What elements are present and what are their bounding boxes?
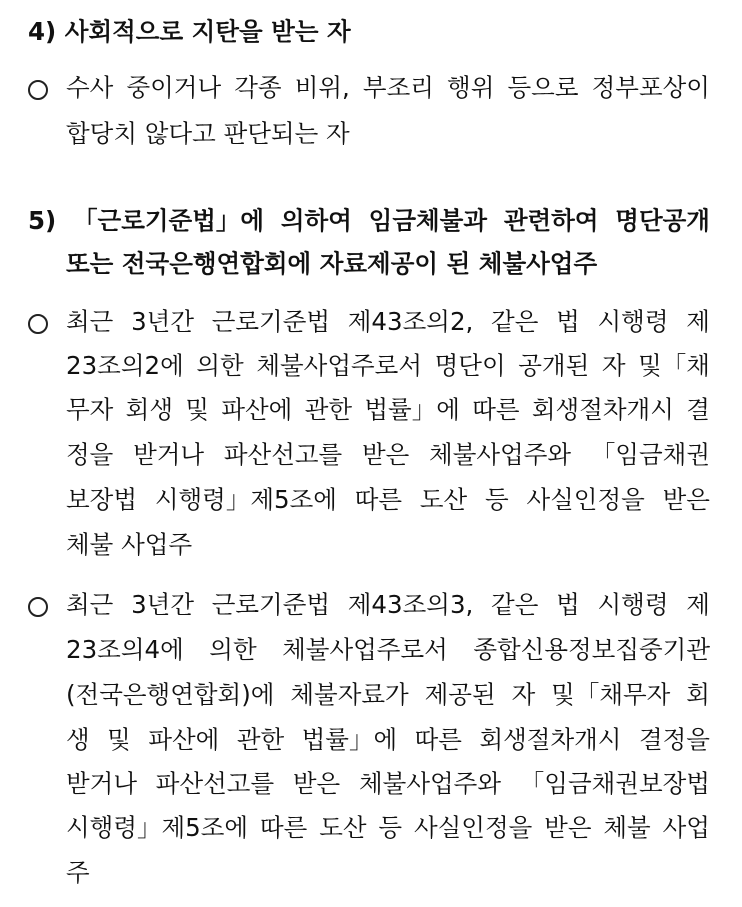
section-5-item-2-line-2	[66, 625, 710, 675]
word: 23조의4에	[66, 635, 184, 664]
word: 시행령	[597, 590, 669, 619]
word: 결정을	[638, 725, 710, 754]
word: 5)	[28, 206, 57, 235]
word: 관한	[236, 725, 285, 754]
word: 보장법	[66, 485, 138, 514]
word: 법률」에	[301, 725, 398, 754]
word: 제	[686, 590, 710, 619]
word: 및「채무자	[551, 680, 671, 709]
word: 제	[686, 307, 710, 336]
word: 파산선고를	[223, 440, 343, 469]
word: 법률」에	[364, 395, 460, 424]
word: 각종	[234, 73, 282, 102]
word: 및	[185, 395, 210, 424]
section-5-item-2-line-6	[66, 803, 710, 853]
word: 최근	[66, 590, 114, 619]
word: 등으로	[507, 73, 579, 102]
word: 등	[378, 813, 403, 842]
word: 등	[484, 485, 509, 514]
section-5-item-1-line-3	[66, 385, 710, 435]
word: 체불사업주와	[359, 769, 502, 798]
word: 부조리	[362, 73, 434, 102]
word: 「임금채권	[590, 440, 710, 469]
word: 제43조의3,	[347, 590, 474, 619]
word: 근로기준법	[211, 590, 331, 619]
word: 제공된	[424, 680, 496, 709]
section-5-item-1-line-6: 체불 사업주	[66, 530, 193, 559]
word: 생	[66, 725, 90, 754]
word: 임금체불과	[368, 206, 488, 235]
word: 받은	[662, 485, 710, 514]
word: 파산에	[148, 725, 220, 754]
section-4-item-line-2: 합당치 않다고 판단되는 자	[66, 119, 350, 148]
word: 제43조의2,	[347, 307, 474, 336]
word: 회생	[125, 395, 174, 424]
word: 비위,	[294, 73, 350, 102]
item-circle-marker	[28, 314, 48, 334]
word: 시행령」제5조에	[66, 813, 249, 842]
word: 따른	[354, 485, 403, 514]
section-5-heading-line-2: 또는 전국은행연합회에 자료제공이 된 체불사업주	[66, 249, 598, 278]
word: 따른	[472, 395, 520, 424]
word: 자	[511, 680, 536, 709]
word: 「근로기준법」에	[73, 206, 265, 235]
word: 같은	[491, 590, 539, 619]
word: 중이거나	[126, 73, 222, 102]
word: 의한	[209, 635, 257, 664]
word: 회	[686, 680, 710, 709]
word: 명단공개	[615, 206, 710, 235]
word: 받거나	[66, 769, 138, 798]
section-5-item-2-line-4	[66, 715, 710, 765]
word: 파산에	[221, 395, 293, 424]
word: 및	[107, 725, 131, 754]
section-5-item-2-line-7: 주	[66, 858, 90, 887]
word: 도산	[419, 485, 468, 514]
word: 체불자료가	[290, 680, 409, 709]
section-5-item-1-line-2	[66, 341, 710, 391]
word: 명단이	[434, 351, 506, 380]
word: 체불사업주와	[429, 440, 572, 469]
word: 무자	[66, 395, 114, 424]
word: 관한	[304, 395, 353, 424]
word: 의한	[196, 351, 244, 380]
word: 사업	[662, 813, 710, 842]
section-5-item-1-line-1	[66, 297, 710, 347]
word: 시행령	[597, 307, 669, 336]
word: 받거나	[133, 440, 205, 469]
section-5-item-1-line-5	[66, 475, 710, 525]
item-circle-marker	[28, 597, 48, 617]
section-5-item-1-line-4	[66, 430, 710, 480]
word: 사실인정을	[526, 485, 645, 514]
word: 받은	[544, 813, 592, 842]
word: 최근	[66, 307, 114, 336]
word: 체불사업주로서	[256, 351, 422, 380]
word: 공개된	[518, 351, 590, 380]
word: 정을	[66, 440, 114, 469]
word: 23조의2에	[66, 351, 184, 380]
word: 정부포상이	[591, 73, 710, 102]
section-5-item-2-line-5	[66, 759, 710, 809]
section-4-item-line-1	[66, 63, 710, 113]
section-4-heading: 4) 사회적으로 지탄을 받는 자	[28, 17, 351, 46]
word: 파산선고를	[155, 769, 275, 798]
word: 받은	[361, 440, 410, 469]
word: 같은	[491, 307, 539, 336]
word: 행위	[447, 73, 495, 102]
word: 받은	[292, 769, 341, 798]
word: 따른	[414, 725, 462, 754]
word: 결	[686, 395, 710, 424]
word: 따른	[259, 813, 308, 842]
word: (전국은행연합회)에	[66, 680, 275, 709]
word: 「임금채권보장법	[519, 769, 710, 798]
word: 회생절차개시	[531, 395, 674, 424]
word: 종합신용정보집중기관	[473, 635, 710, 664]
word: 근로기준법	[211, 307, 331, 336]
word: 체불	[603, 813, 651, 842]
word: 회생절차개시	[479, 725, 622, 754]
word: 도산	[319, 813, 367, 842]
word: 관련하여	[503, 206, 599, 235]
word: 시행령」제5조에	[154, 485, 337, 514]
word: 수사	[66, 73, 114, 102]
section-5-item-2-line-1	[66, 580, 710, 630]
word: 사실인정을	[413, 813, 533, 842]
section-5-item-2-line-3	[66, 670, 710, 720]
word: 체불사업주로서	[282, 635, 448, 664]
word: 3년간	[131, 590, 194, 619]
word: 법	[556, 307, 580, 336]
word: 의하여	[280, 206, 352, 235]
item-circle-marker	[28, 80, 48, 100]
word: 법	[556, 590, 580, 619]
word: 자	[601, 351, 626, 380]
word: 3년간	[131, 307, 194, 336]
word: 및「채	[638, 351, 710, 380]
